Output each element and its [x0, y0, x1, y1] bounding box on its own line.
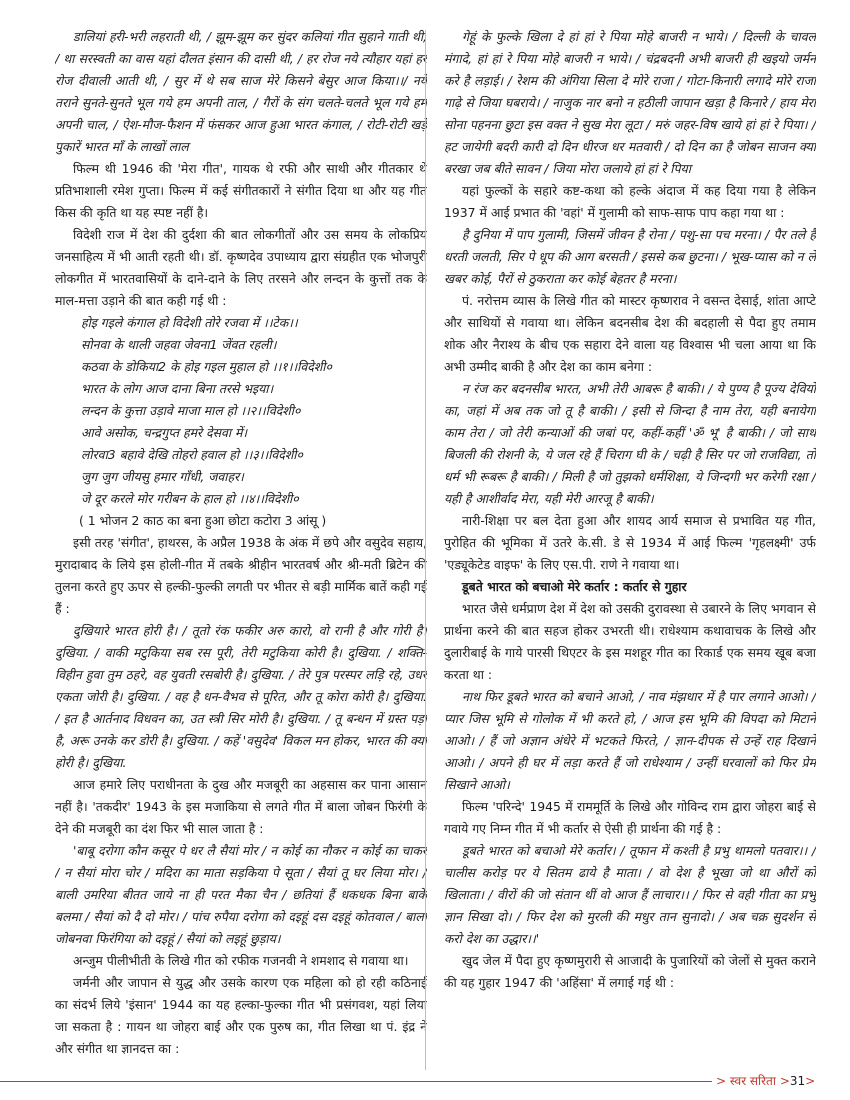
- verse-line: होइ गइले कंगाल हो विदेशी तोरे रजवा में ।।टेक।।: [81, 315, 298, 330]
- song-lyrics-radheshyam: नाथ फिर डूबते भारत को बचाने आओ, / नाव मंझधार में है पार लगाने आओ। / प्यार जिस भूमि से गोलोक में भी करते हो, / आज इस भूमि की विपदा को मिटाने आओ। / हैं जो अज्ञान अंधेरे में भटकते फिरते, / ज्ञान-दीपक से उन्हें राह दिखाने आओ। / अपने ही घर में लड़ा करते हैं जो राधेश्याम / उन्हीं घरवालों को फिर प्रेम सिखाने आओ।: [444, 689, 816, 792]
- verse-line: सोनवा के थाली जहवा जेवना1 जेंवत रहली।: [81, 337, 277, 352]
- song-lyrics-parinde: डूबते भारत को बचाओ मेरे कर्तार। / तूफान में कश्ती है प्रभु थामलो पतवार।। / चालीस करोड़ पर ये सितम ढाये है माता। / वो देश है भूखा जो था औरों को खिलाता। / वीरों की जो संतान थीं वो आज हैं लाचार।। / फिर से वही गीता का प्रभु ज्ञान सिखा दो। / फिर देश को मुरली की मधुर तान सुनादो। / अब चक्र सुदर्शन से करो देश का उद्धार।।': [444, 843, 816, 946]
- song-lyrics-mera-geet: डालियां हरी-भरी लहराती थी, / झूम-झूम कर सुंदर कलियां गीत सुहाने गाती थी, / था सरस्वती का वास यहां दौलत इंसान की दासी थी, / हर रोज नये त्यौहार यहां हर रोज दीवाली आती थी, / सुर में थे सब साज मेरे किसने बेसुर आज किया।।/ नये तराने सुनते-सुनते भूल गये हम अपनी ताल, / गैरों के संग चलते-चलते भूल गये हम अपनी चाल, / ऐश-मौज-फैशन में फंसकर आज हुआ भारत कंगाल, / रोटी-रोटी खड़े पुकारें भारत माँ के लाखों लाल: [55, 29, 427, 154]
- column-divider: [425, 30, 426, 1070]
- paragraph: भारत जैसे धर्मप्राण देश में देश को उसकी दुरावस्था से उबारने के लिए भगवान से प्रार्थना करने की बात सहज होकर उभरती थी। राधेश्याम कथावाचक के लिखे और दुलारीबाई के गाये पारसी थिएटर के इस मशहूर गीत का रिकार्ड एक समय खूब बजा करता था :: [444, 601, 816, 682]
- section-heading: डूबते भारत को बचाओ मेरे कर्तार : कर्तार से गुहार: [462, 579, 687, 594]
- paragraph: अन्जुम पीलीभीती के लिखे गीत को रफीक गजनवी ने शमशाद से गवाया था।: [73, 953, 409, 968]
- magazine-name: > स्वर सरिता >: [716, 1074, 790, 1088]
- left-column: [55, 26, 427, 1066]
- song-lyrics-wahan: है दुनिया में पाप गुलामी, जिसमें जीवन है रोना / पशु-सा पच मरना। / पैर तले है धरती जलती, सिर पे धूप की आग बरसती / इससे कब छुटना। / भूख-प्यास को न ले खबर कोई, पैरों से ठुकराता कर कोई बेहतर है मरना।: [444, 227, 816, 286]
- song-lyrics-holi: दुखियारे भारत होरी है। / तूतो रंक फकीर अरु कारो, वो रानी है और गोरी है। दुखिया. / वाकी मटुकिया सब रस पूरी, तेरी मटुकिया कोरी है। दुखिया. / शक्ति-विहीन हुवा तुम ठहरे, वह युवती रसबोरी है। दुखिया. / तेरे पुत्र परस्पर लड़ि रहे, उधर एकता जोरी है। दुखिया. / वह है धन-वैभव से पूरित, और तू कोरा कोरी है। दुखिया. / इत है आर्तनाद विधवन का, उत स्त्री सिर मोरी है। दुखिया. / तू बन्धन में ग्रस्त पड़ा है, अरू उनके कर डोरी है। दुखिया. / कहें 'वसुदेव' विकल मन होकर, भारत की क्या होरी है। दुखिया.: [55, 623, 427, 770]
- verse-line: आवे असोक, चन्द्रगुप्त हमरे देसवा में।: [81, 425, 248, 440]
- song-lyrics-insaan: गेहूं के फुल्के खिला दे हां हां रे पिया मोहे बाजरी न भाये। / दिल्ली के चावल मंगादे, हां हां रे पिया मोहे बाजरी न भाये। / चंद्रबदनी अभी बाजरी ही खइयो जर्मन करे है लड़ाई। / रेशम की अंगिया सिला दे मोरे राजा / गोटा-किनारी लगादे मोरे राजा गाढ़े से जिया घबराये। / नाजुक नार बनो न हठीली जापान खड़ा है किनारे / हाय मेरा सोना पहनना छुटा इस वक्त ने सुख मेरा लूटा / मरुं जहर-विष खाये हां हां रे पिया। / हट जायेगी बदरी कारी दो दिन धीरज धर मतवारी / दो दिन का है जोबन साजन क्या बरखा जब बीते सावन / जिया मोरा जलाये हां हां रे पिया: [444, 29, 816, 176]
- footer-rule: [0, 1081, 712, 1082]
- paragraph: पं. नरोत्तम व्यास के लिखे गीत को मास्टर कृष्णराव ने वसन्त देसाई, शांता आप्टे और साथियों से गवाया था। लेकिन बदनसीब देश की बदहाली से पैदा हुए तमाम शोक और नैराश्य के बीच एक सहारा देने वाला यह विश्वास भी चला आया था कि अभी उम्मीद बाकी है और देश का काम बनेगा :: [444, 293, 816, 374]
- paragraph: नारी-शिक्षा पर बल देता हुआ और शायद आर्य समाज से प्रभावित यह गीत, पुरोहित की भूमिका में उतरे के.सी. डे से 1934 में आई फिल्म 'गृहलक्ष्मी' उर्फ 'एड्यूकेटेड वाइफ' के लिए एस.पी. राणे ने गवाया था।: [444, 513, 816, 572]
- verse-line: जुग जुग जीयसु हमार गाँधी, जवाहर।: [81, 469, 244, 484]
- right-column: [444, 26, 816, 1066]
- glossary-note: ( 1 भोजन 2 काठ का बना हुआ छोटा कटोरा 3 आंसू ): [79, 513, 327, 528]
- paragraph: फिल्म थी 1946 की 'मेरा गीत', गायक थे रफी और साथी और गीतकार थे प्रतिभाशाली रमेश गुप्ता। फिल्म में कई संगीतकारों ने संगीत दिया था और यह गीत किस की कृति था यह स्पष्ट नहीं है।: [55, 161, 427, 220]
- paragraph: यहां फुल्कों के सहारे कष्ट-कथा को हल्के अंदाज में कह दिया गया है लेकिन 1937 में आई प्रभात की 'वहां' में गुलामी को साफ-साफ पाप कहा गया था :: [444, 183, 816, 220]
- verse-line: कठवा के डोकिया2 के होइ गइल मुहाल हो ।।१।।विदेशी०: [81, 359, 332, 374]
- song-lyrics-grihlakshmi: न रंज कर बदनसीब भारत, अभी तेरी आबरू है बाकी। / ये पुण्य है पूज्य देवियों का, जहां में अब तक जो तू है बाकी। / इसी से जिन्दा है नाम तेरा, यही बनायेगा काम तेरा / जो तेरी कन्याओं की जबां पर, कहीं-कहीं 'ॐ भू' है बाकी। / जो साथ बिजली की रोशनी के, ये जल रहे हैं चिराग घी के / चढ़ी है सिर पर जो राजविद्या, तो धर्म भी रूबरू है बाकी। / मिली है जो तुझको धर्मशिक्षा, ये जिन्दगी भर करेगी रक्षा / यही है आशीर्वाद मेरा, यही मेरी आरजू है बाकी।: [444, 381, 816, 506]
- paragraph: जर्मनी और जापान से युद्ध और उसके कारण एक महिला को हो रही कठिनाई का संदर्भ लिये 'इंसान' 1944 का यह हल्का-फुल्का गीत भी प्रसंगवश, यहां लिया जा सकता है : गायन था जोहरा बाई और एक पुरुष का, गीत लिखा था पं. इंद्र ने और संगीत था ज्ञानदत्त का :: [55, 975, 427, 1056]
- verse-line: लन्दन के कुत्ता उड़ावे माजा माल हो ।।२।।विदेशी०: [81, 403, 301, 418]
- song-lyrics-taqdeer: 'बाबू दरोगा कौन कसूर पे धर लै सैयां मोर / न कोई का नौकर न कोई का चाकर / न सैयां मोरा चोर / मदिरा का माता सड़किया पे सूता / सैयां तू घर लिया मोर। / बाली उमरिया बीतत जाये ना ही परत मैका चैन / छतियां हैं धकधक बिना बाके बलमा / सैयां को दै दो मोर। / पांच रुपैया दरोगा को दइहूं दस दइहूं कोतवाल / बाला जोबनवा फिरंगिया को दइहूं / सैयां को लइहूं छुड़ाय।: [55, 843, 427, 946]
- paragraph: फिल्म 'परिन्दे' 1945 में राममूर्ति के लिखे और गोविन्द राम द्वारा जोहरा बाई से गवाये गए निम्न गीत में भी कर्तार से ऐसी ही प्रार्थना की गई है :: [444, 799, 816, 836]
- paragraph: इसी तरह 'संगीत', हाथरस, के अप्रैल 1938 के अंक में छपे और वसुदेव सहाय, मुरादाबाद के लिये इस होली-गीत में तबके श्रीहीन भारतवर्ष और श्री-मती ब्रिटेन की तुलना करते हुए ऊपर से हल्की-फुल्की लगती पर भीतर से बड़ी मार्मिक बातें कही गई हैं :: [55, 535, 427, 616]
- page-number: 31: [789, 1074, 806, 1088]
- paragraph: आज हमारे लिए पराधीनता के दुख और मजबूरी का अहसास कर पाना आसान नहीं है। 'तकदीर' 1943 के इस मजाकिया से लगते गीत में बाला जोबन फिरंगी के देने की मजबूरी का दंश फिर भी साल जाता है :: [55, 777, 427, 836]
- page-footer: [712, 1073, 819, 1089]
- verse-line: भारत के लोग आज दाना बिना तरसे भइया।: [81, 381, 274, 396]
- folk-song-verses: [55, 312, 427, 510]
- paragraph: विदेशी राज में देश की दुर्दशा की बात लोकगीतों और उस समय के लोकप्रिय जनसाहित्य में भी आती रहती थी। डॉ. कृष्णदेव उपाध्याय द्वारा संग्रहीत एक भोजपुरी लोकगीत में भारतवासियों के दाने-दाने के लिए तरसने और लन्दन के कुत्तों तक के माल-मत्ता उड़ाने की बात कही गई थी :: [55, 227, 427, 308]
- verse-line: जे दूर करले मोर गरीबन के हाल हो ।।४।।विदेशी०: [81, 491, 299, 506]
- verse-line: लोरवा3 बहावे देखि तोहरो हवाल हो ।।३।।विदेशी०: [81, 447, 303, 462]
- footer-tail: >: [805, 1074, 816, 1088]
- paragraph: खुद जेल में पैदा हुए कृष्णमुरारी से आजादी के पुजारियों को जेलों से मुक्त कराने की यह गुहार 1947 की 'अहिंसा' में लगाई गई थी :: [444, 953, 816, 990]
